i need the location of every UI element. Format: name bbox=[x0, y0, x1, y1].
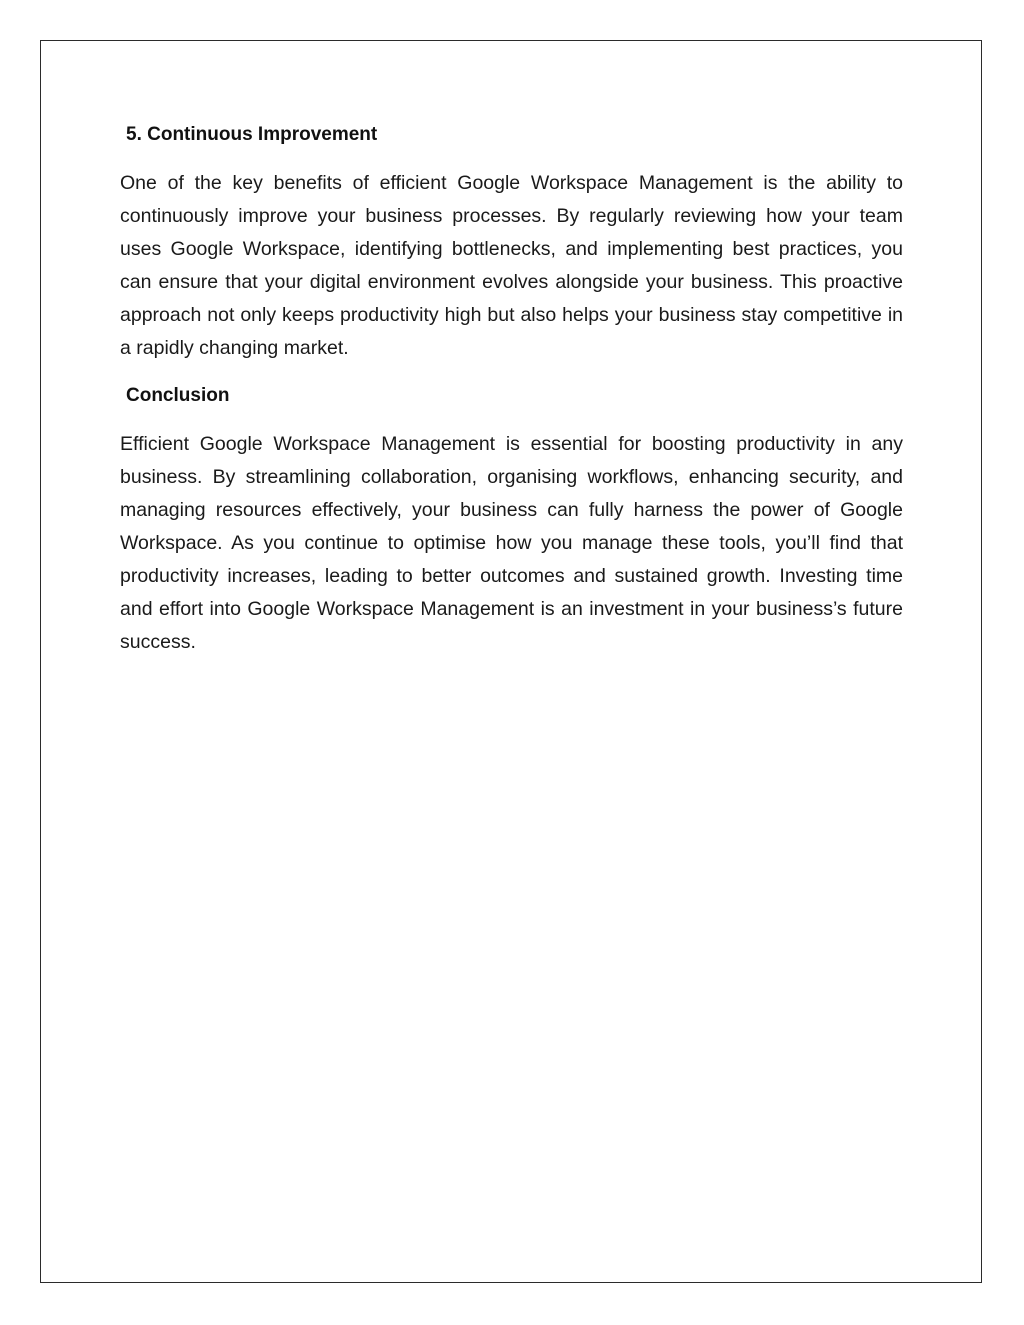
section-heading-continuous-improvement: 5. Continuous Improvement bbox=[126, 124, 378, 145]
section-paragraph-conclusion: Efficient Google Workspace Management is essential for boosting productivity in any business. By streamlining collaboration, organising workflows, enhancing security, and managing resources effectively, your business can fully harness the power of Google Workspace. As you continue to optimise how you manage these tools, you’ll find that productivity increases, leading to better outcomes and sustained growth. Investing time and effort into Google Workspace Management is an investment in your business’s future success. bbox=[120, 433, 903, 653]
document-body bbox=[120, 120, 903, 675]
section-heading-conclusion: Conclusion bbox=[126, 385, 230, 406]
section-paragraph-continuous-improvement: One of the key benefits of efficient Google Workspace Management is the ability to continuously improve your business processes. By regularly reviewing how your team uses Google Workspace, identifying bottlenecks, and implementing best practices, you can ensure that your digital environment evolves alongside your business. This proactive approach not only keeps productivity high but also helps your business stay competitive in a rapidly changing market. bbox=[120, 172, 903, 359]
